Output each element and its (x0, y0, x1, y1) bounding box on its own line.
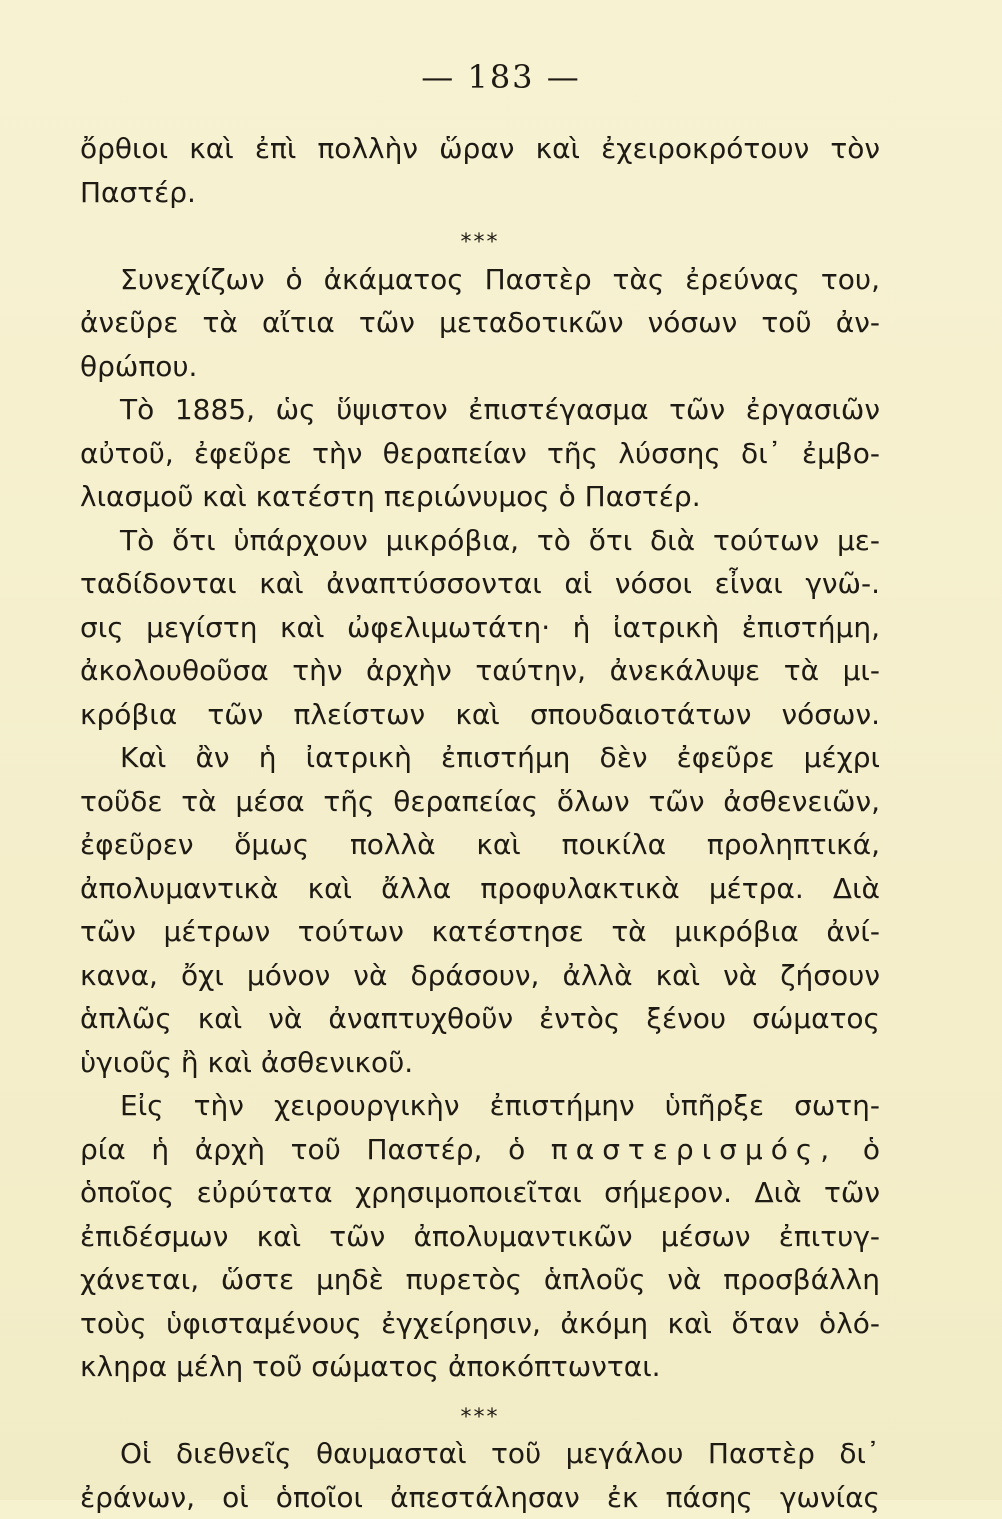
text-line: ἐπιδέσμων καὶ τῶν ἀπολυμαντικῶν μέσων ἐπιτυγ- (80, 1215, 880, 1259)
text-line: ρία ἡ ἀρχὴ τοῦ Παστέρ, ὁ παστερισμός, ὁ (80, 1128, 880, 1172)
text-line: τοὺς ὑφισταμένους ἐγχείρησιν, ἀκόμη καὶ ὅταν ὁλό- (80, 1302, 880, 1346)
page-number: — 183 — (0, 58, 1002, 96)
body-text (80, 127, 880, 1519)
text-line: τοῦδε τὰ μέσα τῆς θεραπείας ὅλων τῶν ἀσθενειῶν, (80, 780, 880, 824)
text-line: Τὸ ὅτι ὑπάρχουν μικρόβια, τὸ ὅτι διὰ τούτων με- (80, 519, 880, 563)
text-line: ὄρθιοι καὶ ἐπὶ πολλὴν ὥραν καὶ ἐχειροκρότουν τὸν (80, 127, 880, 171)
text-line: ἁπλῶς καὶ νὰ ἀναπτυχθοῦν ἐντὸς ξένου σώματος (80, 997, 880, 1041)
text-line: κανα, ὄχι μόνον νὰ δράσουν, ἀλλὰ καὶ νὰ ζήσουν (80, 954, 880, 998)
text-line: λιασμοῦ καὶ κατέστη περιώνυμος ὁ Παστέρ. (80, 475, 880, 519)
emphasized-term: παστερισμός, (551, 1133, 837, 1166)
text-line: Τὸ 1885, ὡς ὕψιστον ἐπιστέγασμα τῶν ἐργασιῶν (80, 388, 880, 432)
text-line: κρόβια τῶν πλείστων καὶ σπουδαιοτάτων νόσων. (80, 693, 880, 737)
text-line: χάνεται, ὥστε μηδὲ πυρετὸς ἁπλοῦς νὰ προσβάλλη (80, 1258, 880, 1302)
section-separator: ⁎⁎⁎ (80, 214, 880, 258)
text-line: ὁποῖος εὐρύτατα χρησιμοποιεῖται σήμερον. Διὰ τῶν (80, 1171, 880, 1215)
text-line: κληρα μέλη τοῦ σώματος ἀποκόπτωνται. (80, 1345, 880, 1389)
text-line: ἀκολουθοῦσα τὴν ἀρχὴν ταύτην, ἀνεκάλυψε τὰ μι- (80, 649, 880, 693)
text-line: αὐτοῦ, ἐφεῦρε τὴν θεραπείαν τῆς λύσσης δι᾽ ἐμβο- (80, 432, 880, 476)
text-line: ἀνεῦρε τὰ αἴτια τῶν μεταδοτικῶν νόσων τοῦ ἀν- (80, 301, 880, 345)
text-line: Παστέρ. (80, 171, 880, 215)
section-separator: ⁎⁎⁎ (80, 1389, 880, 1433)
text-line: ὑγιοῦς ἢ καὶ ἀσθενικοῦ. (80, 1041, 880, 1085)
text-line: Εἰς τὴν χειρουργικὴν ἐπιστήμην ὑπῆρξε σωτη- (80, 1084, 880, 1128)
text-line: ἐφεῦρεν ὅμως πολλὰ καὶ ποικίλα προληπτικά, (80, 823, 880, 867)
text-line: Καὶ ἂν ἡ ἰατρικὴ ἐπιστήμη δὲν ἐφεῦρε μέχρι (80, 736, 880, 780)
text-line: θρώπου. (80, 345, 880, 389)
text-line: σις μεγίστη καὶ ὠφελιμωτάτη· ἡ ἰατρικὴ ἐπιστήμη, (80, 606, 880, 650)
text-line: τῶν μέτρων τούτων κατέστησε τὰ μικρόβια ἀνί- (80, 910, 880, 954)
text-line: ταδίδονται καὶ ἀναπτύσσονται αἱ νόσοι εἶναι γνῶ-. (80, 562, 880, 606)
text-line: Οἱ διεθνεῖς θαυμασταὶ τοῦ μεγάλου Παστὲρ δι᾽ (80, 1432, 880, 1476)
text-line: ἀπολυμαντικὰ καὶ ἄλλα προφυλακτικὰ μέτρα. Διὰ (80, 867, 880, 911)
text-line: ἐράνων, οἱ ὁποῖοι ἀπεστάλησαν ἐκ πάσης γωνίας (80, 1476, 880, 1519)
text-line: Συνεχίζων ὁ ἀκάματος Παστὲρ τὰς ἐρεύνας του, (80, 258, 880, 302)
